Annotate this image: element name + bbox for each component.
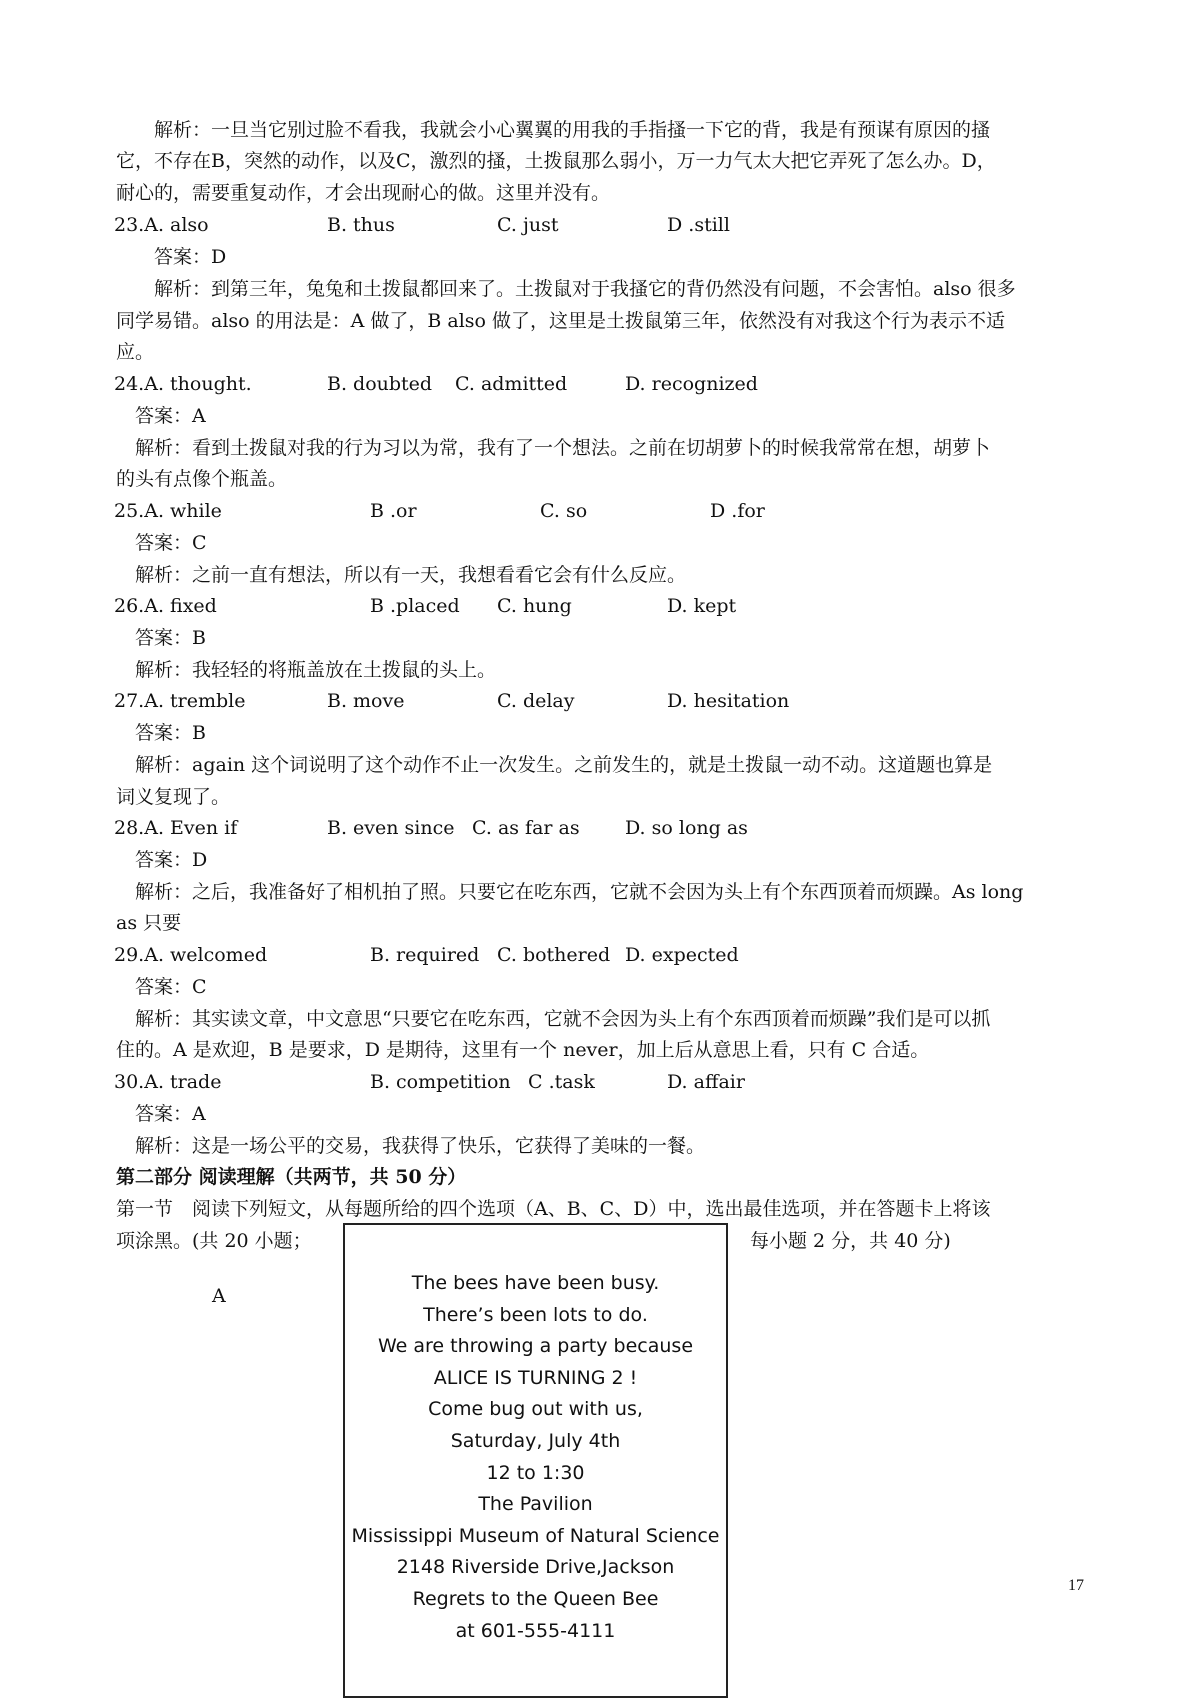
option-c: C. as far as [472,817,580,839]
invitation-line: ALICE IS TURNING 2 ! [433,1366,638,1389]
invitation-line: Come bug out with us, [428,1398,643,1421]
option-b: B .placed [370,595,460,617]
option-c: C. just [497,214,559,236]
party-invitation-box [343,1223,728,1698]
option-a: 23.A. also [114,214,209,236]
invitation-line: We are throwing a party because [377,1335,694,1358]
option-b: B .or [370,500,417,522]
option-a: 24.A. thought. [114,373,252,395]
option-c: C. so [540,500,588,522]
invitation-line: There’s been lots to do. [423,1303,648,1326]
analysis-line: 词义复现了。 [116,786,231,808]
option-a: 25.A. while [114,500,222,522]
invitation-line: The bees have been busy. [411,1272,660,1294]
analysis-line: 它，不存在B，突然的动作，以及C，激烈的搔，土拨鼠那么弱小，万一力气太大把它弄死了怎么办。D， [116,150,996,172]
option-b: B. thus [327,214,395,236]
analysis-line: 解析：看到土拨鼠对我的行为习以为常，我有了一个想法。之前在切胡萝卜的时候我常常在想，胡萝卜 [116,437,991,459]
page-number: 17 [1068,1577,1084,1594]
option-d: D. so long as [625,817,748,839]
option-b: B. even since [327,817,455,839]
instruction-line: 每小题 2 分，共 40 分) [750,1230,951,1252]
analysis-line: 解析：这是一场公平的交易，我获得了快乐，它获得了美味的一餐。 [116,1135,706,1157]
instruction-line: 第一节 阅读下列短文，从每题所给的四个选项（A、B、C、D）中，选出最佳选项，并在答题卡上将该 [116,1198,991,1220]
option-c: C. delay [497,690,575,712]
option-d: D. expected [625,944,739,966]
option-a: 29.A. welcomed [114,944,268,966]
option-c: C. admitted [455,373,568,395]
analysis-line: as 只要 [116,912,182,934]
answer-line: 答案：A [116,1103,206,1125]
answer-line: 答案：B [116,722,206,744]
analysis-line: 解析：again 这个词说明了这个动作不止一次发生。之前发生的，就是土拨鼠一动不动。这道题也算是 [116,754,993,776]
option-c: C. bothered [497,944,611,966]
invitation-line: Saturday, July 4th [450,1429,621,1452]
analysis-line: 解析：其实读文章，中文意思“只要它在吃东西，它就不会因为头上有个东西顶着而烦躁”我们是可以抓 [116,1008,991,1030]
analysis-line: 的头有点像个瓶盖。 [116,468,288,490]
option-b: B. doubted [327,373,433,395]
invitation-line: Mississippi Museum of Natural Science [351,1524,720,1547]
analysis-line: 住的。A 是欢迎，B 是要求，D 是期待，这里有一个 never，加上后从意思上看，只有 C 合适。 [116,1039,930,1061]
answer-line: 答案：C [116,532,207,554]
analysis-line: 耐心的，需要重复动作，才会出现耐心的做。这里并没有。 [116,182,611,204]
option-c: C .task [528,1071,595,1093]
option-a: 26.A. fixed [114,595,217,617]
option-b: B. required [370,944,480,966]
option-a: 28.A. Even if [114,817,238,839]
option-a: 27.A. tremble [114,690,246,712]
option-d: D. recognized [625,373,758,395]
passage-label: A [212,1285,226,1307]
option-d: D. affair [667,1071,745,1093]
option-b: B. move [327,690,405,712]
answer-line: 答案：D [116,246,227,268]
option-d: D. hesitation [667,690,790,712]
invitation-line: The Pavilion [478,1493,593,1516]
section-heading: 第二部分 阅读理解（共两节，共 50 分） [116,1166,467,1188]
option-a: 30.A. trade [114,1071,222,1093]
answer-line: 答案：D [116,849,208,871]
answer-line: 答案：C [116,976,207,998]
analysis-line: 应。 [116,341,155,363]
answer-line: 答案：A [116,405,206,427]
invitation-line: 2148 Riverside Drive,Jackson [396,1556,675,1579]
option-d: D .still [667,214,730,236]
option-c: C. hung [497,595,572,617]
analysis-line: 同学易错。also 的用法是：A 做了，B also 做了，这里是土拨鼠第三年，依然没有对我这个行为表示不适 [116,310,1006,332]
analysis-line: 解析：到第三年，兔兔和土拨鼠都回来了。土拨鼠对于我搔它的背仍然没有问题，不会害怕。also 很多 [116,278,1016,300]
invitation-line: Regrets to the Queen Bee [412,1587,659,1610]
analysis-line: 解析：一旦当它别过脸不看我，我就会小心翼翼的用我的手指搔一下它的背，我是有预谋有原因的搔 [116,119,991,141]
answer-line: 答案：B [116,627,206,649]
invitation-line: 12 to 1:30 [486,1461,585,1484]
analysis-line: 解析：之后，我准备好了相机拍了照。只要它在吃东西，它就不会因为头上有个东西顶着而烦躁。As long [116,881,1024,903]
option-b: B. competition [370,1071,511,1093]
instruction-line: 项涂黑。(共 20 小题； [116,1230,312,1252]
invitation-text [345,1268,726,1647]
analysis-line: 解析：之前一直有想法，所以有一天，我想看看它会有什么反应。 [116,564,687,586]
option-d: D. kept [667,595,737,617]
invitation-line: at 601-555-4111 [455,1619,616,1642]
analysis-line: 解析：我轻轻的将瓶盖放在土拨鼠的头上。 [116,659,497,681]
option-d: D .for [710,500,765,522]
